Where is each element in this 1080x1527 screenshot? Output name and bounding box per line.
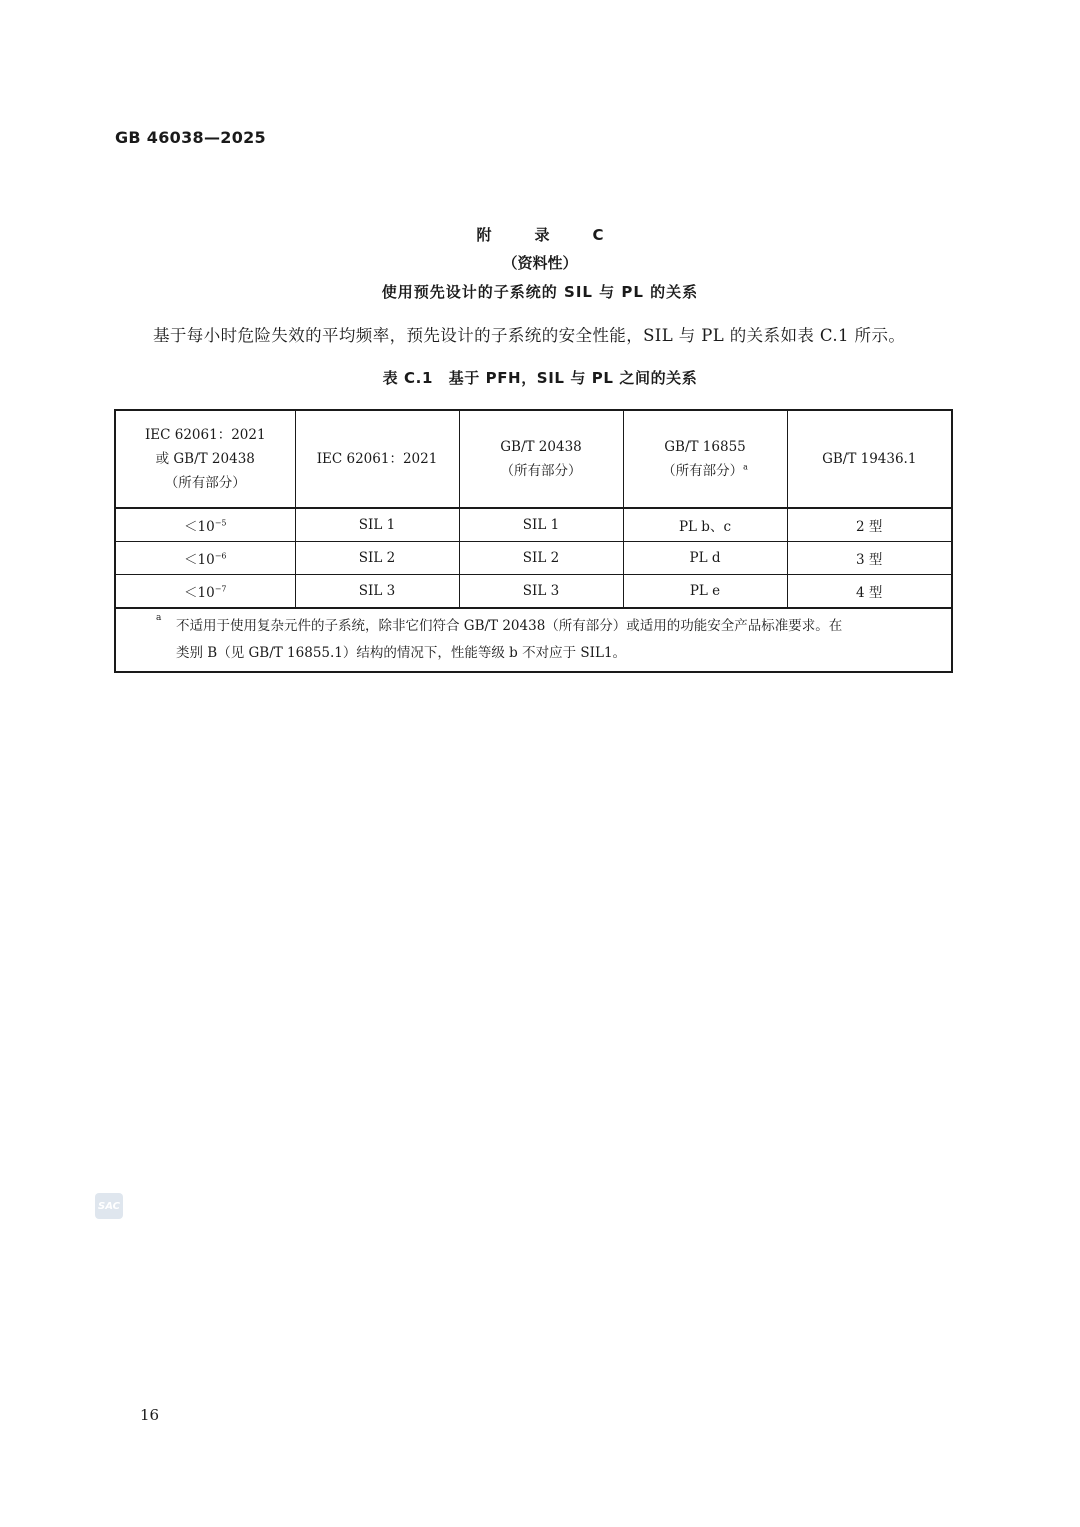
table-caption: 表 C.1 基于 PFH，SIL 与 PL 之间的关系 — [382, 369, 698, 387]
table-header-row — [115, 410, 952, 508]
cell-sil-iec: SIL 2 — [295, 542, 459, 575]
cell-type: 2 型 — [787, 508, 952, 542]
cell-sil-gbt: SIL 3 — [459, 575, 623, 609]
table-footnote: a 不适用于使用复杂元件的子系统，除非它们符合 GB/T 20438（所有部分）或适用的功能安全产品标准要求。在 类别 B（见 GB/T 16855.1）结构的情况下，性能等级 b 不对应于 SIL1。 — [115, 608, 952, 672]
footnote-line: 不适用于使用复杂元件的子系统，除非它们符合 GB/T 20438（所有部分）或适用的功能安全产品标准要求。在 — [176, 618, 843, 634]
header-pfh — [115, 410, 295, 508]
header-gbt19436-label: GB/T 19436.1 — [822, 451, 917, 467]
cell-type: 4 型 — [787, 575, 952, 609]
cell-sil-iec: SIL 1 — [295, 508, 459, 542]
header-gbt16855-line: GB/T 16855 — [664, 439, 746, 455]
header-gbt16855-line — [624, 459, 787, 483]
table-row — [115, 575, 952, 609]
cell-pfh — [115, 508, 295, 542]
cell-pl: PL e — [623, 575, 787, 609]
annex-nature: （资料性） — [502, 254, 578, 272]
pfh-exponent: −6 — [214, 551, 227, 561]
cell-pl: PL b、c — [623, 508, 787, 542]
table-footnote-row — [115, 608, 952, 672]
header-pfh-line: IEC 62061：2021 — [144, 427, 266, 443]
footnote-mark: a — [743, 462, 748, 472]
pfh-base: ＜10 — [184, 519, 215, 535]
header-gbt16855-sub: （所有部分） — [662, 463, 744, 479]
intro-paragraph: 基于每小时危险失效的平均频率，预先设计的子系统的安全性能，SIL 与 PL 的关系如表 C.1 所示。 — [153, 326, 906, 345]
header-gbt20438 — [459, 410, 623, 508]
cell-pfh — [115, 575, 295, 609]
pfh-base: ＜10 — [184, 552, 215, 568]
cell-type: 3 型 — [787, 542, 952, 575]
cell-sil-gbt: SIL 1 — [459, 508, 623, 542]
header-gbt16855 — [623, 410, 787, 508]
header-gbt20438-line: GB/T 20438 — [500, 439, 582, 455]
sac-logo: SAC — [95, 1193, 123, 1219]
cell-sil-iec: SIL 3 — [295, 575, 459, 609]
header-gbt19436 — [787, 410, 952, 508]
pfh-exponent: −7 — [214, 584, 227, 594]
relationship-table — [114, 409, 953, 673]
pfh-base: ＜10 — [184, 585, 215, 601]
table-row — [115, 508, 952, 542]
pfh-exponent: −5 — [214, 518, 227, 528]
header-pfh-line: 或 GB/T 20438 — [155, 451, 255, 467]
cell-sil-gbt: SIL 2 — [459, 542, 623, 575]
header-pfh-line: （所有部分） — [164, 475, 246, 491]
table-row — [115, 542, 952, 575]
page-number: 16 — [140, 1406, 160, 1424]
header-gbt20438-line: （所有部分） — [500, 463, 582, 479]
standard-code: GB 46038—2025 — [115, 128, 266, 147]
annex-subject: 使用预先设计的子系统的 SIL 与 PL 的关系 — [381, 283, 699, 301]
cell-pl: PL d — [623, 542, 787, 575]
footnote-line: 类别 B（见 GB/T 16855.1）结构的情况下，性能等级 b 不对应于 SIL1。 — [176, 645, 627, 661]
cell-pfh — [115, 542, 295, 575]
annex-title: 附 录 C — [476, 226, 618, 244]
header-iec — [295, 410, 459, 508]
header-iec-label: IEC 62061：2021 — [316, 451, 438, 467]
